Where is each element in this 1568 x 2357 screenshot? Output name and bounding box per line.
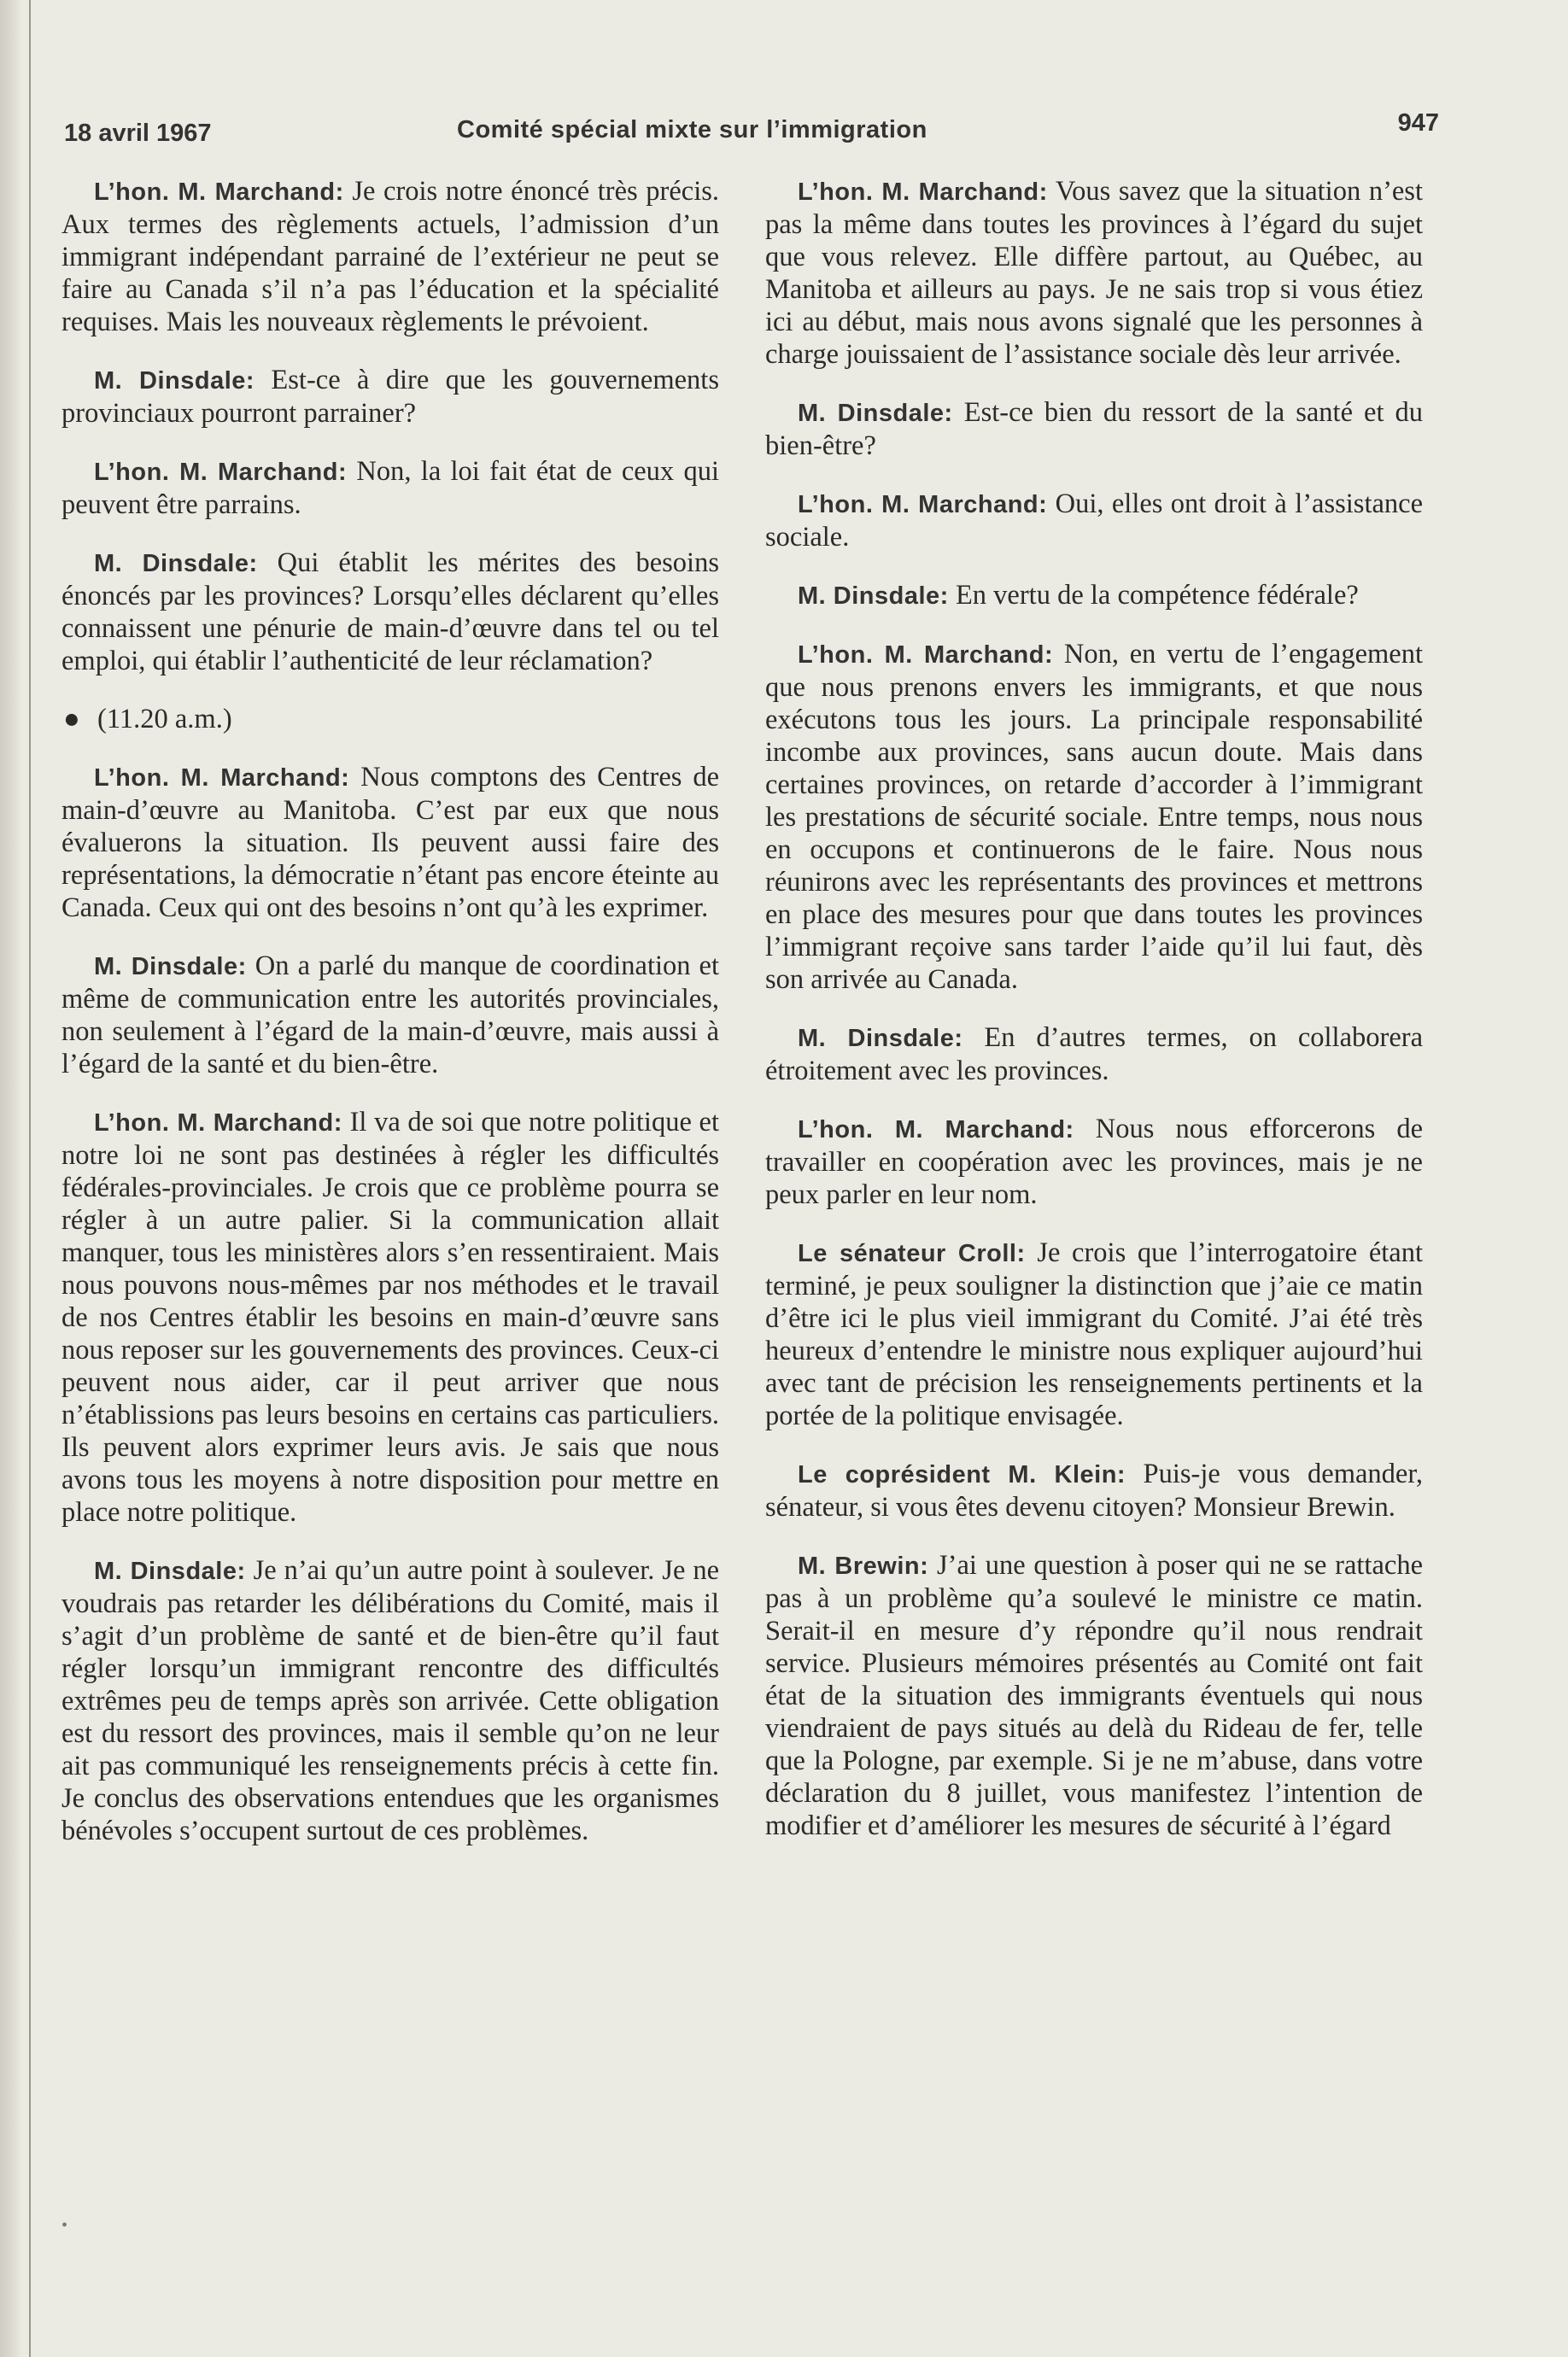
paragraph bbox=[61, 175, 719, 338]
speaker-name: M. Dinsdale: bbox=[94, 1558, 246, 1585]
right-column bbox=[765, 175, 1423, 1868]
speech-text: Il va de soi que notre politique et notre loi ne sont pas destinées à régler les difficultés fédérales-provinciales. Je crois que ce problème pourra se régler à un autre palier. Si la communication allait manquer, tous les ministères alors s’en ressentiraient. Mais nous pouvons nous-mêmes par nos méthodes et le travail de nos Centres établir les besoins en main-d’œuvre sans nous reposer sur les gouvernements des provinces. Ceux-ci peuvent nous aider, car il peut arriver que nous n’établissions pas leurs besoins en certains cas particuliers. Ils peuvent alors exprimer leurs avis. Je sais que nous avons tous les moyens à notre disposition pour mettre en place notre politique. bbox=[61, 1107, 719, 1528]
speaker-name: L’hon. M. Marchand: bbox=[798, 641, 1054, 669]
paragraph bbox=[765, 1458, 1423, 1524]
paragraph bbox=[765, 1113, 1423, 1211]
speech-text: Non, en vertu de l’engagement que nous prenons envers les immigrants, et que nous exécutons tous les jours. La principale responsabilité incombe aux provinces, sans aucun doute. Mais dans certaines provinces, on retarde d’accorder à l’immigrant les prestations de sécurité sociale. Entre temps, nous nous en occupons et continuerons de le faire. Nous nous réunirons avec les représentants des provinces et mettrons en place des mesures pour que dans toutes les provinces l’immigrant reçoive sans tarder l’aide qu’il lui faut, dès son arrivée au Canada. bbox=[765, 639, 1423, 995]
time-marker bbox=[61, 703, 719, 735]
header-title: Comité spécial mixte sur l’immigration bbox=[457, 116, 927, 143]
speech-text: J’ai une question à poser qui ne se rattache pas à un problème qu’a soulevé le ministre ce matin. Serait-il en mesure d’y répondre qu’il nous rendrait service. Plusieurs mémoires présentés au Comité ont fait état de la situation des immigrants éventuels qui nous viendraient de pays situés au delà du Rideau de fer, telle que la Pologne, par exemple. Si je ne m’abuse, dans votre déclaration du 8 juillet, vous manifestez l’intention de modifier et d’améliorer les mesures de sécurité à l’égard bbox=[765, 1550, 1423, 1841]
speaker-name: L’hon. M. Marchand: bbox=[94, 459, 348, 486]
speech-text: En vertu de la compétence fédérale? bbox=[955, 580, 1359, 611]
paragraph bbox=[61, 1554, 719, 1847]
paragraph bbox=[61, 761, 719, 924]
paragraph bbox=[61, 1106, 719, 1529]
speaker-name: Le coprésident M. Klein: bbox=[798, 1461, 1126, 1488]
page-fold-line bbox=[29, 0, 31, 2357]
scan-speck: • bbox=[61, 2216, 68, 2235]
speech-text: Est-ce à dire que les gouvernements provinciaux pourront parrainer? bbox=[61, 365, 719, 429]
speech-text: Nous comptons des Centres de main-d’œuvre au Manitoba. C’est par eux que nous évaluerons la situation. Ils peuvent aussi faire des représentations, la démocratie n’étant pas encore éteinte au Canada. Ceux qui ont des besoins n’ont qu’à les exprimer. bbox=[61, 762, 719, 923]
speaker-name: L’hon. M. Marchand: bbox=[798, 178, 1048, 206]
left-column bbox=[61, 175, 719, 1873]
speech-text: Je crois notre énoncé très précis. Aux termes des règlements actuels, l’admission d’un immigrant indépendant parrainé de l’extérieur ne peut se faire au Canada s’il n’a pas l’éducation et la spécialité requises. Mais les nouveaux règlements le prévoient. bbox=[61, 176, 719, 337]
paragraph bbox=[765, 1021, 1423, 1087]
speech-text: Vous savez que la situation n’est pas la même dans toutes les provinces à l’égard du sujet que vous relevez. Elle diffère partout, au Québec, au Manitoba et ailleurs au pays. Je ne sais trop si vous étiez ici au début, mais nous avons signalé que les personnes à charge jouissaient de l’assistance sociale dès leur arrivée. bbox=[765, 176, 1423, 370]
page-number: 947 bbox=[1397, 109, 1439, 137]
speaker-name: M. Dinsdale: bbox=[798, 1025, 963, 1052]
binding-gutter bbox=[0, 0, 22, 2357]
running-header bbox=[64, 109, 1439, 152]
speech-text: Nous nous efforcerons de travailler en coopération avec les provinces, mais je ne peux parler en leur nom. bbox=[765, 1114, 1423, 1210]
speaker-name: M. Dinsdale: bbox=[94, 953, 247, 980]
speaker-name: M. Dinsdale: bbox=[94, 367, 255, 395]
speech-text: Non, la loi fait état de ceux qui peuvent être parrains. bbox=[61, 456, 719, 520]
speech-text: En d’autres termes, on collaborera étroitement avec les provinces. bbox=[765, 1022, 1423, 1086]
paragraph bbox=[765, 488, 1423, 553]
speaker-name: L’hon. M. Marchand: bbox=[798, 1116, 1074, 1143]
speaker-name: M. Dinsdale: bbox=[798, 582, 949, 610]
speech-text: Puis-je vous demander, sénateur, si vous êtes devenu citoyen? Monsieur Brewin. bbox=[765, 1459, 1423, 1523]
paragraph bbox=[765, 638, 1423, 996]
paragraph bbox=[61, 547, 719, 677]
paragraph bbox=[61, 364, 719, 430]
speech-text: Je n’ai qu’un autre point à soulever. Je ne voudrais pas retarder les délibérations du Comité, mais il s’agit d’un problème de santé et de bien-être qu’il faut régler lorsqu’un immigrant rencontre des difficultés extrêmes peu de temps après son arrivée. Cette obligation est du ressort des provinces, mais il semble qu’on ne leur ait pas communiqué les renseignements précis à cette fin. Je conclus des observations entendues que les organismes bénévoles s’occupent surtout de ces problèmes. bbox=[61, 1555, 719, 1846]
bullet-icon: ● bbox=[63, 704, 80, 734]
paragraph bbox=[765, 579, 1423, 612]
speaker-name: L’hon. M. Marchand: bbox=[94, 764, 350, 792]
paragraph bbox=[765, 1549, 1423, 1842]
speaker-name: L’hon. M. Marchand: bbox=[798, 491, 1048, 518]
speaker-name: L’hon. M. Marchand: bbox=[94, 178, 344, 206]
paragraph bbox=[765, 396, 1423, 462]
speaker-name: M. Dinsdale: bbox=[798, 400, 953, 427]
paragraph bbox=[765, 175, 1423, 371]
speaker-name: L’hon. M. Marchand: bbox=[94, 1109, 342, 1137]
speech-text: Oui, elles ont droit à l’assistance sociale. bbox=[765, 488, 1423, 553]
speaker-name: Le sénateur Croll: bbox=[798, 1240, 1026, 1267]
speaker-name: M. Brewin: bbox=[798, 1553, 929, 1580]
paragraph bbox=[61, 455, 719, 521]
speaker-name: M. Dinsdale: bbox=[94, 550, 258, 577]
paragraph bbox=[765, 1237, 1423, 1432]
paragraph bbox=[61, 950, 719, 1080]
speech-text: On a parlé du manque de coordination et même de communication entre les autorités provinciales, non seulement à l’égard de la main-d’œuvre, mais aussi à l’égard de la santé et du bien-être. bbox=[61, 950, 720, 1079]
header-date: 18 avril 1967 bbox=[64, 120, 212, 147]
speech-text: Qui établit les mérites des besoins énoncés par les provinces? Lorsqu’elles déclarent qu’elles connaissent une pénurie de main-d’œuvre dans tel ou tel emploi, qui établir l’authenticité de leur réclamation? bbox=[61, 547, 719, 676]
speech-text: Je crois que l’interrogatoire étant terminé, je peux souligner la distinction que j’aie ce matin d’être ici le plus vieil immigrant du Comité. J’ai été très heureux d’entendre le ministre nous expliquer aujourd’hui avec tant de précision les renseignements pertinents et la portée de la politique envisagée. bbox=[765, 1237, 1424, 1431]
time-stamp: (11.20 a.m.) bbox=[97, 704, 232, 734]
speech-text: Est-ce bien du ressort de la santé et du bien-être? bbox=[765, 397, 1423, 461]
